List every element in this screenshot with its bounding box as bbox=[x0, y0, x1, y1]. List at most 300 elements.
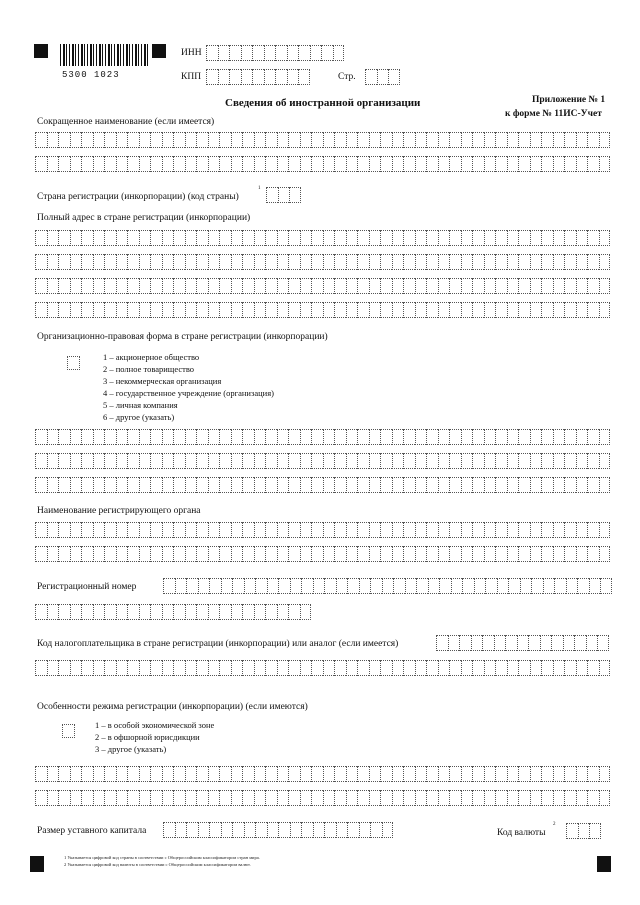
registrar-row-2[interactable] bbox=[35, 546, 610, 562]
char-cell[interactable] bbox=[93, 522, 105, 538]
char-cell[interactable] bbox=[323, 302, 335, 318]
char-cell[interactable] bbox=[150, 156, 162, 172]
char-cell[interactable] bbox=[564, 660, 576, 676]
char-cell[interactable] bbox=[495, 132, 507, 148]
char-cell[interactable] bbox=[104, 230, 116, 246]
char-cell[interactable] bbox=[208, 522, 220, 538]
char-cell[interactable] bbox=[576, 156, 588, 172]
char-cell[interactable] bbox=[517, 635, 529, 651]
char-cell[interactable] bbox=[277, 766, 289, 782]
char-cell[interactable] bbox=[70, 522, 82, 538]
char-cell[interactable] bbox=[208, 254, 220, 270]
char-cell[interactable] bbox=[484, 790, 496, 806]
char-cell[interactable] bbox=[451, 578, 463, 594]
char-cell[interactable] bbox=[505, 635, 517, 651]
char-cell[interactable] bbox=[288, 453, 300, 469]
char-cell[interactable] bbox=[482, 635, 494, 651]
char-cell[interactable] bbox=[35, 477, 47, 493]
char-cell[interactable] bbox=[185, 230, 197, 246]
char-cell[interactable] bbox=[116, 604, 128, 620]
char-cell[interactable] bbox=[47, 278, 59, 294]
char-cell[interactable] bbox=[47, 766, 59, 782]
char-cell[interactable] bbox=[392, 230, 404, 246]
char-cell[interactable] bbox=[415, 429, 427, 445]
char-cell[interactable] bbox=[232, 822, 244, 838]
char-cell[interactable] bbox=[219, 522, 231, 538]
char-cell[interactable] bbox=[438, 477, 450, 493]
char-cell[interactable] bbox=[116, 278, 128, 294]
legal-form-other-row-2[interactable] bbox=[35, 453, 610, 469]
char-cell[interactable] bbox=[518, 522, 530, 538]
char-cell[interactable] bbox=[104, 522, 116, 538]
char-cell[interactable] bbox=[334, 254, 346, 270]
char-cell[interactable] bbox=[553, 790, 565, 806]
char-cell[interactable] bbox=[162, 278, 174, 294]
char-cell[interactable] bbox=[461, 453, 473, 469]
char-cell[interactable] bbox=[403, 254, 415, 270]
char-cell[interactable] bbox=[507, 132, 519, 148]
char-cell[interactable] bbox=[576, 254, 588, 270]
char-cell[interactable] bbox=[426, 766, 438, 782]
char-cell[interactable] bbox=[162, 156, 174, 172]
char-cell[interactable] bbox=[311, 254, 323, 270]
char-cell[interactable] bbox=[127, 477, 139, 493]
char-cell[interactable] bbox=[600, 578, 612, 594]
char-cell[interactable] bbox=[518, 254, 530, 270]
char-cell[interactable] bbox=[58, 230, 70, 246]
char-cell[interactable] bbox=[93, 132, 105, 148]
char-cell[interactable] bbox=[35, 546, 47, 562]
char-cell[interactable] bbox=[35, 522, 47, 538]
char-cell[interactable] bbox=[553, 302, 565, 318]
char-cell[interactable] bbox=[415, 660, 427, 676]
char-cell[interactable] bbox=[104, 132, 116, 148]
char-cell[interactable] bbox=[93, 278, 105, 294]
char-cell[interactable] bbox=[47, 660, 59, 676]
char-cell[interactable] bbox=[196, 604, 208, 620]
char-cell[interactable] bbox=[242, 254, 254, 270]
char-cell[interactable] bbox=[254, 254, 266, 270]
char-cell[interactable] bbox=[290, 578, 302, 594]
char-cell[interactable] bbox=[47, 453, 59, 469]
char-cell[interactable] bbox=[311, 660, 323, 676]
char-cell[interactable] bbox=[564, 766, 576, 782]
char-cell[interactable] bbox=[393, 578, 405, 594]
char-cell[interactable] bbox=[196, 230, 208, 246]
char-cell[interactable] bbox=[461, 278, 473, 294]
char-cell[interactable] bbox=[162, 302, 174, 318]
char-cell[interactable] bbox=[58, 132, 70, 148]
char-cell[interactable] bbox=[357, 660, 369, 676]
char-cell[interactable] bbox=[541, 429, 553, 445]
char-cell[interactable] bbox=[530, 132, 542, 148]
char-cell[interactable] bbox=[553, 156, 565, 172]
char-cell[interactable] bbox=[472, 230, 484, 246]
char-cell[interactable] bbox=[139, 766, 151, 782]
char-cell[interactable] bbox=[173, 546, 185, 562]
char-cell[interactable] bbox=[173, 132, 185, 148]
char-cell[interactable] bbox=[323, 766, 335, 782]
char-cell[interactable] bbox=[472, 660, 484, 676]
char-cell[interactable] bbox=[357, 254, 369, 270]
char-cell[interactable] bbox=[311, 302, 323, 318]
char-cell[interactable] bbox=[438, 546, 450, 562]
char-cell[interactable] bbox=[461, 477, 473, 493]
char-cell[interactable] bbox=[449, 230, 461, 246]
char-cell[interactable] bbox=[426, 230, 438, 246]
char-cell[interactable] bbox=[346, 156, 358, 172]
char-cell[interactable] bbox=[415, 132, 427, 148]
char-cell[interactable] bbox=[369, 453, 381, 469]
char-cell[interactable] bbox=[484, 477, 496, 493]
char-cell[interactable] bbox=[599, 790, 611, 806]
char-cell[interactable] bbox=[495, 453, 507, 469]
char-cell[interactable] bbox=[380, 766, 392, 782]
char-cell[interactable] bbox=[127, 302, 139, 318]
char-cell[interactable] bbox=[587, 790, 599, 806]
char-cell[interactable] bbox=[564, 453, 576, 469]
char-cell[interactable] bbox=[597, 635, 609, 651]
char-cell[interactable] bbox=[472, 302, 484, 318]
char-cell[interactable] bbox=[472, 790, 484, 806]
char-cell[interactable] bbox=[576, 278, 588, 294]
char-cell[interactable] bbox=[185, 660, 197, 676]
char-cell[interactable] bbox=[415, 546, 427, 562]
char-cell[interactable] bbox=[346, 302, 358, 318]
char-cell[interactable] bbox=[288, 477, 300, 493]
char-cell[interactable] bbox=[81, 604, 93, 620]
char-cell[interactable] bbox=[288, 230, 300, 246]
char-cell[interactable] bbox=[47, 254, 59, 270]
char-cell[interactable] bbox=[359, 578, 371, 594]
char-cell[interactable] bbox=[127, 278, 139, 294]
char-cell[interactable] bbox=[104, 790, 116, 806]
char-cell[interactable] bbox=[518, 660, 530, 676]
char-cell[interactable] bbox=[540, 635, 552, 651]
char-cell[interactable] bbox=[599, 546, 611, 562]
char-cell[interactable] bbox=[587, 477, 599, 493]
char-cell[interactable] bbox=[311, 790, 323, 806]
char-cell[interactable] bbox=[162, 604, 174, 620]
char-cell[interactable] bbox=[277, 302, 289, 318]
char-cell[interactable] bbox=[380, 546, 392, 562]
char-cell[interactable] bbox=[104, 604, 116, 620]
regime-other-row-1[interactable] bbox=[35, 766, 610, 782]
char-cell[interactable] bbox=[139, 230, 151, 246]
char-cell[interactable] bbox=[150, 660, 162, 676]
char-cell[interactable] bbox=[81, 546, 93, 562]
char-cell[interactable] bbox=[241, 69, 253, 85]
char-cell[interactable] bbox=[206, 45, 218, 61]
char-cell[interactable] bbox=[426, 302, 438, 318]
char-cell[interactable] bbox=[185, 254, 197, 270]
char-cell[interactable] bbox=[403, 546, 415, 562]
char-cell[interactable] bbox=[415, 302, 427, 318]
char-cell[interactable] bbox=[301, 822, 313, 838]
char-cell[interactable] bbox=[93, 302, 105, 318]
char-cell[interactable] bbox=[599, 453, 611, 469]
char-cell[interactable] bbox=[173, 453, 185, 469]
char-cell[interactable] bbox=[104, 156, 116, 172]
char-cell[interactable] bbox=[301, 578, 313, 594]
char-cell[interactable] bbox=[436, 635, 448, 651]
char-cell[interactable] bbox=[518, 230, 530, 246]
char-cell[interactable] bbox=[495, 660, 507, 676]
char-cell[interactable] bbox=[265, 429, 277, 445]
char-cell[interactable] bbox=[382, 578, 394, 594]
char-cell[interactable] bbox=[334, 230, 346, 246]
char-cell[interactable] bbox=[254, 477, 266, 493]
char-cell[interactable] bbox=[346, 429, 358, 445]
char-cell[interactable] bbox=[438, 230, 450, 246]
char-cell[interactable] bbox=[162, 453, 174, 469]
char-cell[interactable] bbox=[541, 132, 553, 148]
char-cell[interactable] bbox=[392, 254, 404, 270]
char-cell[interactable] bbox=[578, 823, 590, 839]
char-cell[interactable] bbox=[518, 429, 530, 445]
char-cell[interactable] bbox=[323, 156, 335, 172]
char-cell[interactable] bbox=[139, 453, 151, 469]
char-cell[interactable] bbox=[484, 522, 496, 538]
char-cell[interactable] bbox=[232, 578, 244, 594]
char-cell[interactable] bbox=[564, 522, 576, 538]
char-cell[interactable] bbox=[587, 766, 599, 782]
char-cell[interactable] bbox=[403, 477, 415, 493]
char-cell[interactable] bbox=[472, 156, 484, 172]
char-cell[interactable] bbox=[93, 230, 105, 246]
char-cell[interactable] bbox=[564, 278, 576, 294]
char-cell[interactable] bbox=[300, 156, 312, 172]
char-cell[interactable] bbox=[313, 578, 325, 594]
char-cell[interactable] bbox=[116, 132, 128, 148]
char-cell[interactable] bbox=[116, 546, 128, 562]
char-cell[interactable] bbox=[81, 660, 93, 676]
legal-form-other-row-3[interactable] bbox=[35, 477, 610, 493]
char-cell[interactable] bbox=[81, 522, 93, 538]
char-cell[interactable] bbox=[530, 156, 542, 172]
char-cell[interactable] bbox=[518, 156, 530, 172]
char-cell[interactable] bbox=[324, 822, 336, 838]
char-cell[interactable] bbox=[377, 69, 389, 85]
char-cell[interactable] bbox=[403, 429, 415, 445]
char-cell[interactable] bbox=[104, 429, 116, 445]
char-cell[interactable] bbox=[231, 230, 243, 246]
char-cell[interactable] bbox=[218, 45, 230, 61]
char-cell[interactable] bbox=[321, 45, 333, 61]
char-cell[interactable] bbox=[104, 278, 116, 294]
char-cell[interactable] bbox=[495, 766, 507, 782]
char-cell[interactable] bbox=[70, 230, 82, 246]
char-cell[interactable] bbox=[58, 766, 70, 782]
char-cell[interactable] bbox=[369, 302, 381, 318]
char-cell[interactable] bbox=[530, 254, 542, 270]
char-cell[interactable] bbox=[472, 522, 484, 538]
char-cell[interactable] bbox=[334, 132, 346, 148]
char-cell[interactable] bbox=[461, 254, 473, 270]
char-cell[interactable] bbox=[265, 302, 277, 318]
char-cell[interactable] bbox=[81, 254, 93, 270]
char-cell[interactable] bbox=[58, 546, 70, 562]
char-cell[interactable] bbox=[311, 156, 323, 172]
char-cell[interactable] bbox=[392, 546, 404, 562]
char-cell[interactable] bbox=[333, 45, 345, 61]
registrar-row-1[interactable] bbox=[35, 522, 610, 538]
char-cell[interactable] bbox=[380, 302, 392, 318]
char-cell[interactable] bbox=[439, 578, 451, 594]
char-cell[interactable] bbox=[58, 302, 70, 318]
char-cell[interactable] bbox=[277, 254, 289, 270]
char-cell[interactable] bbox=[392, 522, 404, 538]
char-cell[interactable] bbox=[369, 429, 381, 445]
char-cell[interactable] bbox=[139, 790, 151, 806]
char-cell[interactable] bbox=[541, 156, 553, 172]
char-cell[interactable] bbox=[185, 429, 197, 445]
char-cell[interactable] bbox=[449, 546, 461, 562]
char-cell[interactable] bbox=[162, 429, 174, 445]
char-cell[interactable] bbox=[289, 187, 301, 203]
char-cell[interactable] bbox=[370, 578, 382, 594]
char-cell[interactable] bbox=[208, 660, 220, 676]
char-cell[interactable] bbox=[150, 522, 162, 538]
char-cell[interactable] bbox=[415, 278, 427, 294]
char-cell[interactable] bbox=[93, 429, 105, 445]
char-cell[interactable] bbox=[370, 822, 382, 838]
char-cell[interactable] bbox=[162, 660, 174, 676]
char-cell[interactable] bbox=[198, 822, 210, 838]
char-cell[interactable] bbox=[104, 660, 116, 676]
char-cell[interactable] bbox=[461, 429, 473, 445]
char-cell[interactable] bbox=[81, 766, 93, 782]
char-cell[interactable] bbox=[347, 578, 359, 594]
char-cell[interactable] bbox=[564, 429, 576, 445]
char-cell[interactable] bbox=[288, 790, 300, 806]
char-cell[interactable] bbox=[311, 546, 323, 562]
char-cell[interactable] bbox=[288, 156, 300, 172]
char-cell[interactable] bbox=[219, 477, 231, 493]
char-cell[interactable] bbox=[495, 546, 507, 562]
char-cell[interactable] bbox=[495, 790, 507, 806]
char-cell[interactable] bbox=[206, 69, 218, 85]
char-cell[interactable] bbox=[277, 453, 289, 469]
char-cell[interactable] bbox=[587, 302, 599, 318]
char-cell[interactable] bbox=[150, 278, 162, 294]
char-cell[interactable] bbox=[357, 132, 369, 148]
char-cell[interactable] bbox=[472, 254, 484, 270]
char-cell[interactable] bbox=[150, 604, 162, 620]
char-cell[interactable] bbox=[495, 278, 507, 294]
char-cell[interactable] bbox=[208, 790, 220, 806]
char-cell[interactable] bbox=[277, 477, 289, 493]
char-cell[interactable] bbox=[530, 230, 542, 246]
char-cell[interactable] bbox=[471, 635, 483, 651]
char-cell[interactable] bbox=[415, 477, 427, 493]
char-cell[interactable] bbox=[531, 578, 543, 594]
char-cell[interactable] bbox=[369, 132, 381, 148]
char-cell[interactable] bbox=[508, 578, 520, 594]
char-cell[interactable] bbox=[81, 477, 93, 493]
char-cell[interactable] bbox=[587, 156, 599, 172]
char-cell[interactable] bbox=[541, 766, 553, 782]
char-cell[interactable] bbox=[518, 302, 530, 318]
char-cell[interactable] bbox=[219, 278, 231, 294]
char-cell[interactable] bbox=[365, 69, 377, 85]
char-cell[interactable] bbox=[81, 302, 93, 318]
char-cell[interactable] bbox=[507, 522, 519, 538]
char-cell[interactable] bbox=[495, 429, 507, 445]
char-cell[interactable] bbox=[231, 660, 243, 676]
char-cell[interactable] bbox=[219, 546, 231, 562]
char-cell[interactable] bbox=[392, 429, 404, 445]
char-cell[interactable] bbox=[196, 477, 208, 493]
char-cell[interactable] bbox=[277, 604, 289, 620]
char-cell[interactable] bbox=[587, 429, 599, 445]
char-cell[interactable] bbox=[346, 132, 358, 148]
char-cell[interactable] bbox=[242, 790, 254, 806]
char-cell[interactable] bbox=[266, 187, 278, 203]
char-cell[interactable] bbox=[494, 635, 506, 651]
char-cell[interactable] bbox=[357, 302, 369, 318]
char-cell[interactable] bbox=[587, 254, 599, 270]
char-cell[interactable] bbox=[185, 278, 197, 294]
char-cell[interactable] bbox=[278, 578, 290, 594]
char-cell[interactable] bbox=[242, 302, 254, 318]
char-cell[interactable] bbox=[576, 522, 588, 538]
char-cell[interactable] bbox=[369, 477, 381, 493]
char-cell[interactable] bbox=[267, 822, 279, 838]
inn-field[interactable] bbox=[206, 45, 344, 61]
char-cell[interactable] bbox=[323, 254, 335, 270]
char-cell[interactable] bbox=[392, 156, 404, 172]
char-cell[interactable] bbox=[298, 69, 310, 85]
char-cell[interactable] bbox=[93, 156, 105, 172]
char-cell[interactable] bbox=[462, 578, 474, 594]
char-cell[interactable] bbox=[380, 660, 392, 676]
char-cell[interactable] bbox=[415, 522, 427, 538]
char-cell[interactable] bbox=[196, 302, 208, 318]
char-cell[interactable] bbox=[541, 522, 553, 538]
char-cell[interactable] bbox=[472, 132, 484, 148]
char-cell[interactable] bbox=[334, 453, 346, 469]
char-cell[interactable] bbox=[576, 132, 588, 148]
char-cell[interactable] bbox=[254, 453, 266, 469]
char-cell[interactable] bbox=[541, 790, 553, 806]
char-cell[interactable] bbox=[599, 766, 611, 782]
char-cell[interactable] bbox=[369, 230, 381, 246]
char-cell[interactable] bbox=[254, 230, 266, 246]
char-cell[interactable] bbox=[47, 477, 59, 493]
char-cell[interactable] bbox=[173, 790, 185, 806]
char-cell[interactable] bbox=[484, 766, 496, 782]
char-cell[interactable] bbox=[369, 660, 381, 676]
char-cell[interactable] bbox=[277, 278, 289, 294]
char-cell[interactable] bbox=[564, 254, 576, 270]
char-cell[interactable] bbox=[576, 453, 588, 469]
char-cell[interactable] bbox=[278, 822, 290, 838]
char-cell[interactable] bbox=[58, 790, 70, 806]
char-cell[interactable] bbox=[58, 429, 70, 445]
char-cell[interactable] bbox=[196, 429, 208, 445]
char-cell[interactable] bbox=[563, 635, 575, 651]
char-cell[interactable] bbox=[70, 302, 82, 318]
char-cell[interactable] bbox=[415, 453, 427, 469]
char-cell[interactable] bbox=[244, 822, 256, 838]
char-cell[interactable] bbox=[219, 790, 231, 806]
char-cell[interactable] bbox=[173, 604, 185, 620]
char-cell[interactable] bbox=[277, 429, 289, 445]
char-cell[interactable] bbox=[185, 546, 197, 562]
char-cell[interactable] bbox=[438, 660, 450, 676]
char-cell[interactable] bbox=[58, 278, 70, 294]
